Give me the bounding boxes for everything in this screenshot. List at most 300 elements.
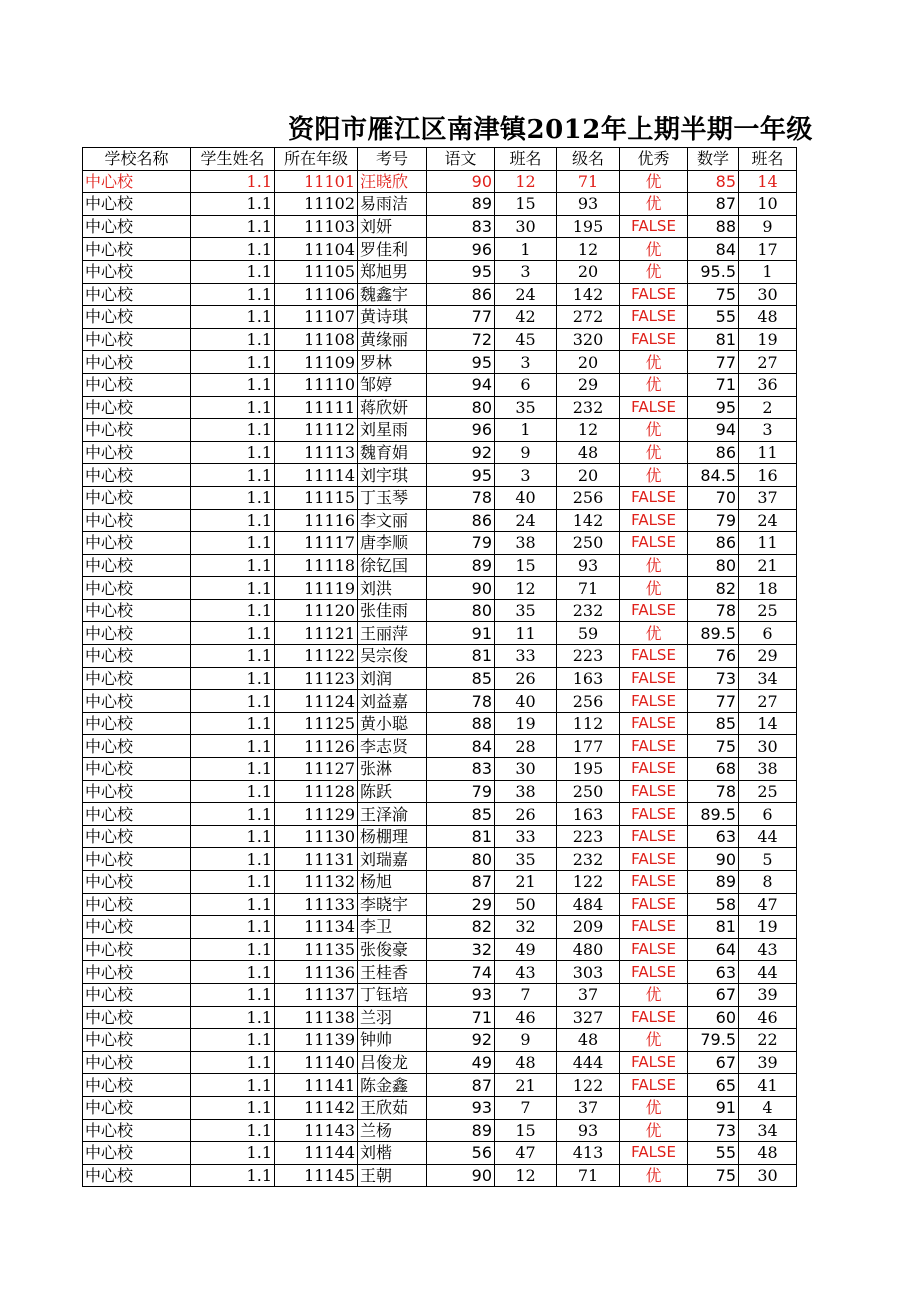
student-name-cell[interactable]: 1.1 — [191, 712, 275, 735]
math-score-cell[interactable]: 75 — [688, 735, 739, 758]
chinese-score-cell[interactable]: 96 — [427, 238, 495, 261]
grade-rank-cell[interactable]: 93 — [557, 1119, 620, 1142]
column-header[interactable]: 所在年级 — [275, 148, 358, 171]
exam-id-cell[interactable]: 张佳雨 — [358, 599, 427, 622]
excellent-cell[interactable]: FALSE — [620, 645, 688, 668]
chinese-score-cell[interactable]: 89 — [427, 193, 495, 216]
math-score-cell[interactable]: 73 — [688, 1119, 739, 1142]
grade-cell[interactable]: 11105 — [275, 260, 358, 283]
math-class-rank-cell[interactable]: 16 — [739, 464, 797, 487]
school-cell[interactable]: 中心校 — [83, 238, 191, 261]
grade-cell[interactable]: 11116 — [275, 509, 358, 532]
chinese-score-cell[interactable]: 89 — [427, 554, 495, 577]
exam-id-cell[interactable]: 丁玉琴 — [358, 486, 427, 509]
grade-rank-cell[interactable]: 444 — [557, 1051, 620, 1074]
school-cell[interactable]: 中心校 — [83, 283, 191, 306]
student-name-cell[interactable]: 1.1 — [191, 961, 275, 984]
chinese-score-cell[interactable]: 80 — [427, 599, 495, 622]
math-score-cell[interactable]: 91 — [688, 1096, 739, 1119]
math-class-rank-cell[interactable]: 11 — [739, 532, 797, 555]
class-rank-cell[interactable]: 30 — [495, 215, 557, 238]
student-name-cell[interactable]: 1.1 — [191, 825, 275, 848]
grade-cell[interactable]: 11129 — [275, 803, 358, 826]
math-class-rank-cell[interactable]: 37 — [739, 486, 797, 509]
math-class-rank-cell[interactable]: 30 — [739, 283, 797, 306]
chinese-score-cell[interactable]: 96 — [427, 419, 495, 442]
student-name-cell[interactable]: 1.1 — [191, 441, 275, 464]
excellent-cell[interactable]: FALSE — [620, 599, 688, 622]
excellent-cell[interactable]: FALSE — [620, 780, 688, 803]
exam-id-cell[interactable]: 吴宗俊 — [358, 645, 427, 668]
exam-id-cell[interactable]: 刘楷 — [358, 1142, 427, 1165]
excellent-cell[interactable]: 优 — [620, 373, 688, 396]
student-name-cell[interactable]: 1.1 — [191, 351, 275, 374]
grade-cell[interactable]: 11112 — [275, 419, 358, 442]
chinese-score-cell[interactable]: 90 — [427, 1164, 495, 1187]
excellent-cell[interactable]: FALSE — [620, 1051, 688, 1074]
math-class-rank-cell[interactable]: 43 — [739, 938, 797, 961]
math-score-cell[interactable]: 75 — [688, 1164, 739, 1187]
math-class-rank-cell[interactable]: 11 — [739, 441, 797, 464]
grade-rank-cell[interactable]: 48 — [557, 1029, 620, 1052]
exam-id-cell[interactable]: 蒋欣妍 — [358, 396, 427, 419]
chinese-score-cell[interactable]: 81 — [427, 825, 495, 848]
grade-cell[interactable]: 11125 — [275, 712, 358, 735]
math-class-rank-cell[interactable]: 25 — [739, 780, 797, 803]
excellent-cell[interactable]: FALSE — [620, 1006, 688, 1029]
class-rank-cell[interactable]: 49 — [495, 938, 557, 961]
chinese-score-cell[interactable]: 86 — [427, 283, 495, 306]
math-class-rank-cell[interactable]: 29 — [739, 645, 797, 668]
excellent-cell[interactable]: 优 — [620, 1029, 688, 1052]
class-rank-cell[interactable]: 35 — [495, 599, 557, 622]
grade-cell[interactable]: 11130 — [275, 825, 358, 848]
class-rank-cell[interactable]: 6 — [495, 373, 557, 396]
grade-rank-cell[interactable]: 484 — [557, 893, 620, 916]
math-score-cell[interactable]: 73 — [688, 667, 739, 690]
excellent-cell[interactable]: 优 — [620, 351, 688, 374]
student-name-cell[interactable]: 1.1 — [191, 1029, 275, 1052]
grade-rank-cell[interactable]: 12 — [557, 238, 620, 261]
chinese-score-cell[interactable]: 78 — [427, 486, 495, 509]
excellent-cell[interactable]: 优 — [620, 1119, 688, 1142]
excellent-cell[interactable]: 优 — [620, 577, 688, 600]
grade-cell[interactable]: 11102 — [275, 193, 358, 216]
math-score-cell[interactable]: 95 — [688, 396, 739, 419]
school-cell[interactable]: 中心校 — [83, 1142, 191, 1165]
math-class-rank-cell[interactable]: 19 — [739, 328, 797, 351]
excellent-cell[interactable]: FALSE — [620, 215, 688, 238]
class-rank-cell[interactable]: 32 — [495, 916, 557, 939]
school-cell[interactable]: 中心校 — [83, 735, 191, 758]
student-name-cell[interactable]: 1.1 — [191, 170, 275, 193]
excellent-cell[interactable]: FALSE — [620, 938, 688, 961]
school-cell[interactable]: 中心校 — [83, 1164, 191, 1187]
chinese-score-cell[interactable]: 88 — [427, 712, 495, 735]
exam-id-cell[interactable]: 罗林 — [358, 351, 427, 374]
school-cell[interactable]: 中心校 — [83, 396, 191, 419]
math-class-rank-cell[interactable]: 46 — [739, 1006, 797, 1029]
exam-id-cell[interactable]: 黄缘丽 — [358, 328, 427, 351]
grade-rank-cell[interactable]: 142 — [557, 283, 620, 306]
school-cell[interactable]: 中心校 — [83, 1051, 191, 1074]
math-score-cell[interactable]: 95.5 — [688, 260, 739, 283]
math-class-rank-cell[interactable]: 10 — [739, 193, 797, 216]
excellent-cell[interactable]: FALSE — [620, 735, 688, 758]
grade-cell[interactable]: 11115 — [275, 486, 358, 509]
math-score-cell[interactable]: 63 — [688, 961, 739, 984]
math-class-rank-cell[interactable]: 8 — [739, 871, 797, 894]
column-header[interactable]: 语文 — [427, 148, 495, 171]
class-rank-cell[interactable]: 3 — [495, 260, 557, 283]
class-rank-cell[interactable]: 3 — [495, 351, 557, 374]
class-rank-cell[interactable]: 15 — [495, 193, 557, 216]
class-rank-cell[interactable]: 26 — [495, 667, 557, 690]
exam-id-cell[interactable]: 魏育娟 — [358, 441, 427, 464]
grade-cell[interactable]: 11142 — [275, 1096, 358, 1119]
math-score-cell[interactable]: 60 — [688, 1006, 739, 1029]
exam-id-cell[interactable]: 魏鑫宇 — [358, 283, 427, 306]
math-class-rank-cell[interactable]: 1 — [739, 260, 797, 283]
grade-cell[interactable]: 11108 — [275, 328, 358, 351]
grade-cell[interactable]: 11134 — [275, 916, 358, 939]
column-header[interactable]: 学生姓名 — [191, 148, 275, 171]
chinese-score-cell[interactable]: 49 — [427, 1051, 495, 1074]
excellent-cell[interactable]: FALSE — [620, 283, 688, 306]
grade-cell[interactable]: 11110 — [275, 373, 358, 396]
student-name-cell[interactable]: 1.1 — [191, 215, 275, 238]
math-class-rank-cell[interactable]: 18 — [739, 577, 797, 600]
math-score-cell[interactable]: 67 — [688, 1051, 739, 1074]
math-score-cell[interactable]: 89 — [688, 871, 739, 894]
grade-cell[interactable]: 11106 — [275, 283, 358, 306]
exam-id-cell[interactable]: 刘妍 — [358, 215, 427, 238]
grade-cell[interactable]: 11131 — [275, 848, 358, 871]
student-name-cell[interactable]: 1.1 — [191, 1096, 275, 1119]
grade-rank-cell[interactable]: 413 — [557, 1142, 620, 1165]
grade-rank-cell[interactable]: 93 — [557, 193, 620, 216]
class-rank-cell[interactable]: 33 — [495, 825, 557, 848]
school-cell[interactable]: 中心校 — [83, 193, 191, 216]
class-rank-cell[interactable]: 7 — [495, 1096, 557, 1119]
school-cell[interactable]: 中心校 — [83, 645, 191, 668]
grade-rank-cell[interactable]: 37 — [557, 983, 620, 1006]
grade-cell[interactable]: 11141 — [275, 1074, 358, 1097]
math-class-rank-cell[interactable]: 19 — [739, 916, 797, 939]
math-score-cell[interactable]: 90 — [688, 848, 739, 871]
excellent-cell[interactable]: 优 — [620, 419, 688, 442]
chinese-score-cell[interactable]: 72 — [427, 328, 495, 351]
math-class-rank-cell[interactable]: 14 — [739, 712, 797, 735]
grade-rank-cell[interactable]: 29 — [557, 373, 620, 396]
excellent-cell[interactable]: 优 — [620, 983, 688, 1006]
chinese-score-cell[interactable]: 85 — [427, 667, 495, 690]
math-score-cell[interactable]: 75 — [688, 283, 739, 306]
school-cell[interactable]: 中心校 — [83, 622, 191, 645]
math-score-cell[interactable]: 70 — [688, 486, 739, 509]
exam-id-cell[interactable]: 王泽渝 — [358, 803, 427, 826]
grade-rank-cell[interactable]: 163 — [557, 803, 620, 826]
grade-cell[interactable]: 11138 — [275, 1006, 358, 1029]
school-cell[interactable]: 中心校 — [83, 351, 191, 374]
math-score-cell[interactable]: 82 — [688, 577, 739, 600]
math-class-rank-cell[interactable]: 6 — [739, 803, 797, 826]
math-score-cell[interactable]: 55 — [688, 306, 739, 329]
grade-cell[interactable]: 11143 — [275, 1119, 358, 1142]
class-rank-cell[interactable]: 35 — [495, 848, 557, 871]
class-rank-cell[interactable]: 21 — [495, 1074, 557, 1097]
chinese-score-cell[interactable]: 90 — [427, 170, 495, 193]
grade-rank-cell[interactable]: 320 — [557, 328, 620, 351]
math-class-rank-cell[interactable]: 47 — [739, 893, 797, 916]
student-name-cell[interactable]: 1.1 — [191, 260, 275, 283]
math-class-rank-cell[interactable]: 22 — [739, 1029, 797, 1052]
grade-rank-cell[interactable]: 12 — [557, 419, 620, 442]
math-score-cell[interactable]: 81 — [688, 328, 739, 351]
excellent-cell[interactable]: FALSE — [620, 758, 688, 781]
class-rank-cell[interactable]: 35 — [495, 396, 557, 419]
school-cell[interactable]: 中心校 — [83, 464, 191, 487]
school-cell[interactable]: 中心校 — [83, 1006, 191, 1029]
class-rank-cell[interactable]: 3 — [495, 464, 557, 487]
student-name-cell[interactable]: 1.1 — [191, 396, 275, 419]
exam-id-cell[interactable]: 兰羽 — [358, 1006, 427, 1029]
grade-cell[interactable]: 11144 — [275, 1142, 358, 1165]
school-cell[interactable]: 中心校 — [83, 893, 191, 916]
exam-id-cell[interactable]: 刘洪 — [358, 577, 427, 600]
student-name-cell[interactable]: 1.1 — [191, 893, 275, 916]
math-score-cell[interactable]: 63 — [688, 825, 739, 848]
school-cell[interactable]: 中心校 — [83, 758, 191, 781]
class-rank-cell[interactable]: 12 — [495, 1164, 557, 1187]
exam-id-cell[interactable]: 张淋 — [358, 758, 427, 781]
math-class-rank-cell[interactable]: 38 — [739, 758, 797, 781]
class-rank-cell[interactable]: 26 — [495, 803, 557, 826]
exam-id-cell[interactable]: 汪晓欣 — [358, 170, 427, 193]
chinese-score-cell[interactable]: 83 — [427, 215, 495, 238]
exam-id-cell[interactable]: 王桂香 — [358, 961, 427, 984]
excellent-cell[interactable]: 优 — [620, 464, 688, 487]
excellent-cell[interactable]: 优 — [620, 260, 688, 283]
school-cell[interactable]: 中心校 — [83, 690, 191, 713]
exam-id-cell[interactable]: 易雨洁 — [358, 193, 427, 216]
grade-rank-cell[interactable]: 93 — [557, 554, 620, 577]
student-name-cell[interactable]: 1.1 — [191, 848, 275, 871]
math-class-rank-cell[interactable]: 44 — [739, 825, 797, 848]
grade-cell[interactable]: 11126 — [275, 735, 358, 758]
exam-id-cell[interactable]: 刘润 — [358, 667, 427, 690]
class-rank-cell[interactable]: 30 — [495, 758, 557, 781]
exam-id-cell[interactable]: 杨旭 — [358, 871, 427, 894]
chinese-score-cell[interactable]: 80 — [427, 396, 495, 419]
school-cell[interactable]: 中心校 — [83, 419, 191, 442]
column-header[interactable]: 优秀 — [620, 148, 688, 171]
excellent-cell[interactable]: 优 — [620, 441, 688, 464]
school-cell[interactable]: 中心校 — [83, 215, 191, 238]
grade-rank-cell[interactable]: 232 — [557, 848, 620, 871]
exam-id-cell[interactable]: 杨棚理 — [358, 825, 427, 848]
math-class-rank-cell[interactable]: 17 — [739, 238, 797, 261]
class-rank-cell[interactable]: 40 — [495, 690, 557, 713]
math-score-cell[interactable]: 80 — [688, 554, 739, 577]
chinese-score-cell[interactable]: 89 — [427, 1119, 495, 1142]
chinese-score-cell[interactable]: 82 — [427, 916, 495, 939]
grade-rank-cell[interactable]: 20 — [557, 260, 620, 283]
grade-cell[interactable]: 11133 — [275, 893, 358, 916]
grade-cell[interactable]: 11111 — [275, 396, 358, 419]
grade-cell[interactable]: 11136 — [275, 961, 358, 984]
exam-id-cell[interactable]: 王朝 — [358, 1164, 427, 1187]
student-name-cell[interactable]: 1.1 — [191, 193, 275, 216]
excellent-cell[interactable]: FALSE — [620, 306, 688, 329]
excellent-cell[interactable]: FALSE — [620, 509, 688, 532]
class-rank-cell[interactable]: 15 — [495, 554, 557, 577]
class-rank-cell[interactable]: 28 — [495, 735, 557, 758]
grade-rank-cell[interactable]: 303 — [557, 961, 620, 984]
class-rank-cell[interactable]: 38 — [495, 532, 557, 555]
chinese-score-cell[interactable]: 85 — [427, 803, 495, 826]
math-class-rank-cell[interactable]: 24 — [739, 509, 797, 532]
class-rank-cell[interactable]: 7 — [495, 983, 557, 1006]
class-rank-cell[interactable]: 33 — [495, 645, 557, 668]
school-cell[interactable]: 中心校 — [83, 599, 191, 622]
grade-rank-cell[interactable]: 48 — [557, 441, 620, 464]
chinese-score-cell[interactable]: 95 — [427, 464, 495, 487]
class-rank-cell[interactable]: 1 — [495, 238, 557, 261]
grade-rank-cell[interactable]: 250 — [557, 780, 620, 803]
math-score-cell[interactable]: 86 — [688, 532, 739, 555]
math-score-cell[interactable]: 85 — [688, 170, 739, 193]
grade-rank-cell[interactable]: 59 — [557, 622, 620, 645]
student-name-cell[interactable]: 1.1 — [191, 328, 275, 351]
excellent-cell[interactable]: FALSE — [620, 803, 688, 826]
math-class-rank-cell[interactable]: 27 — [739, 351, 797, 374]
excellent-cell[interactable]: FALSE — [620, 690, 688, 713]
student-name-cell[interactable]: 1.1 — [191, 1051, 275, 1074]
chinese-score-cell[interactable]: 95 — [427, 351, 495, 374]
excellent-cell[interactable]: FALSE — [620, 848, 688, 871]
grade-rank-cell[interactable]: 272 — [557, 306, 620, 329]
math-class-rank-cell[interactable]: 34 — [739, 667, 797, 690]
math-class-rank-cell[interactable]: 2 — [739, 396, 797, 419]
school-cell[interactable]: 中心校 — [83, 509, 191, 532]
grade-cell[interactable]: 11140 — [275, 1051, 358, 1074]
school-cell[interactable]: 中心校 — [83, 373, 191, 396]
excellent-cell[interactable]: FALSE — [620, 667, 688, 690]
math-score-cell[interactable]: 71 — [688, 373, 739, 396]
school-cell[interactable]: 中心校 — [83, 554, 191, 577]
chinese-score-cell[interactable]: 92 — [427, 441, 495, 464]
student-name-cell[interactable]: 1.1 — [191, 780, 275, 803]
class-rank-cell[interactable]: 12 — [495, 577, 557, 600]
class-rank-cell[interactable]: 21 — [495, 871, 557, 894]
exam-id-cell[interactable]: 李卫 — [358, 916, 427, 939]
math-score-cell[interactable]: 79 — [688, 509, 739, 532]
math-score-cell[interactable]: 55 — [688, 1142, 739, 1165]
school-cell[interactable]: 中心校 — [83, 1119, 191, 1142]
grade-cell[interactable]: 11128 — [275, 780, 358, 803]
exam-id-cell[interactable]: 陈金鑫 — [358, 1074, 427, 1097]
grade-rank-cell[interactable]: 256 — [557, 486, 620, 509]
class-rank-cell[interactable]: 48 — [495, 1051, 557, 1074]
exam-id-cell[interactable]: 邹婷 — [358, 373, 427, 396]
chinese-score-cell[interactable]: 79 — [427, 780, 495, 803]
grade-rank-cell[interactable]: 232 — [557, 396, 620, 419]
grade-cell[interactable]: 11104 — [275, 238, 358, 261]
math-score-cell[interactable]: 58 — [688, 893, 739, 916]
math-class-rank-cell[interactable]: 34 — [739, 1119, 797, 1142]
exam-id-cell[interactable]: 王欣茹 — [358, 1096, 427, 1119]
school-cell[interactable]: 中心校 — [83, 916, 191, 939]
excellent-cell[interactable]: 优 — [620, 170, 688, 193]
class-rank-cell[interactable]: 47 — [495, 1142, 557, 1165]
math-score-cell[interactable]: 65 — [688, 1074, 739, 1097]
grade-rank-cell[interactable]: 327 — [557, 1006, 620, 1029]
column-header[interactable]: 班名 — [739, 148, 797, 171]
grade-rank-cell[interactable]: 232 — [557, 599, 620, 622]
grade-cell[interactable]: 11119 — [275, 577, 358, 600]
grade-cell[interactable]: 11118 — [275, 554, 358, 577]
school-cell[interactable]: 中心校 — [83, 441, 191, 464]
math-class-rank-cell[interactable]: 6 — [739, 622, 797, 645]
grade-rank-cell[interactable]: 163 — [557, 667, 620, 690]
student-name-cell[interactable]: 1.1 — [191, 599, 275, 622]
chinese-score-cell[interactable]: 32 — [427, 938, 495, 961]
exam-id-cell[interactable]: 黄小聪 — [358, 712, 427, 735]
math-score-cell[interactable]: 89.5 — [688, 803, 739, 826]
student-name-cell[interactable]: 1.1 — [191, 667, 275, 690]
math-score-cell[interactable]: 67 — [688, 983, 739, 1006]
grade-rank-cell[interactable]: 209 — [557, 916, 620, 939]
chinese-score-cell[interactable]: 84 — [427, 735, 495, 758]
class-rank-cell[interactable]: 9 — [495, 441, 557, 464]
grade-rank-cell[interactable]: 20 — [557, 464, 620, 487]
school-cell[interactable]: 中心校 — [83, 486, 191, 509]
school-cell[interactable]: 中心校 — [83, 961, 191, 984]
grade-rank-cell[interactable]: 195 — [557, 215, 620, 238]
chinese-score-cell[interactable]: 79 — [427, 532, 495, 555]
chinese-score-cell[interactable]: 92 — [427, 1029, 495, 1052]
student-name-cell[interactable]: 1.1 — [191, 938, 275, 961]
grade-rank-cell[interactable]: 20 — [557, 351, 620, 374]
excellent-cell[interactable]: 优 — [620, 1164, 688, 1187]
grade-cell[interactable]: 11135 — [275, 938, 358, 961]
student-name-cell[interactable]: 1.1 — [191, 735, 275, 758]
exam-id-cell[interactable]: 张俊豪 — [358, 938, 427, 961]
class-rank-cell[interactable]: 12 — [495, 170, 557, 193]
excellent-cell[interactable]: 优 — [620, 238, 688, 261]
school-cell[interactable]: 中心校 — [83, 532, 191, 555]
exam-id-cell[interactable]: 兰杨 — [358, 1119, 427, 1142]
school-cell[interactable]: 中心校 — [83, 306, 191, 329]
grade-rank-cell[interactable]: 112 — [557, 712, 620, 735]
math-score-cell[interactable]: 79.5 — [688, 1029, 739, 1052]
excellent-cell[interactable]: 优 — [620, 1096, 688, 1119]
chinese-score-cell[interactable]: 81 — [427, 645, 495, 668]
exam-id-cell[interactable]: 陈跃 — [358, 780, 427, 803]
chinese-score-cell[interactable]: 29 — [427, 893, 495, 916]
grade-cell[interactable]: 11145 — [275, 1164, 358, 1187]
student-name-cell[interactable]: 1.1 — [191, 532, 275, 555]
class-rank-cell[interactable]: 43 — [495, 961, 557, 984]
exam-id-cell[interactable]: 钟帅 — [358, 1029, 427, 1052]
math-score-cell[interactable]: 85 — [688, 712, 739, 735]
student-name-cell[interactable]: 1.1 — [191, 464, 275, 487]
grade-cell[interactable]: 11123 — [275, 667, 358, 690]
math-class-rank-cell[interactable]: 44 — [739, 961, 797, 984]
school-cell[interactable]: 中心校 — [83, 848, 191, 871]
chinese-score-cell[interactable]: 80 — [427, 848, 495, 871]
